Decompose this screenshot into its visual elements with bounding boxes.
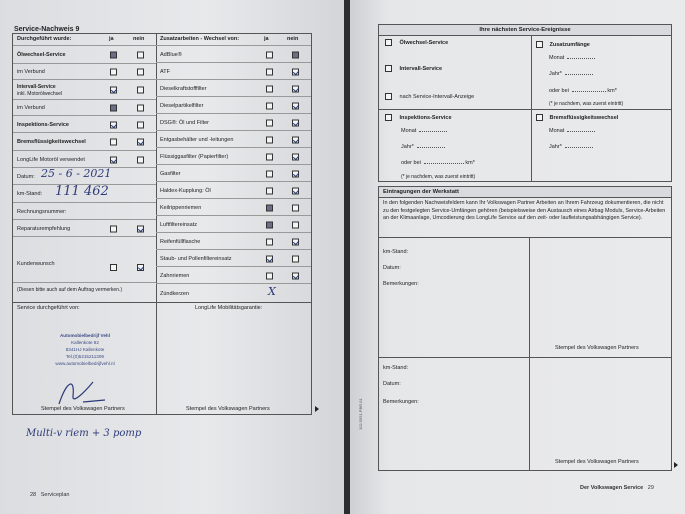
next-arrow-icon [315,406,319,412]
row-pollenfilter: Staub- und Pollenfiltereinsatz [156,249,311,267]
zusatz-monat: Monat [549,55,595,61]
side-code: 102.5551.PBR.01 [358,398,363,430]
zusatz-note: (* je nachdem, was zuerst eintritt) [549,101,624,107]
checkbox-ja[interactable] [110,87,117,94]
stempel-label-1: Stempel des Volkswagen Partners [555,345,639,351]
signature [53,374,113,410]
row-haldex: Haldex-Kupplung: Öl [156,181,311,199]
row-verbund-1: im Verbund [13,63,156,80]
service-by-label: Service durchgeführt von: [17,305,80,311]
row-km: km-Stand: 111 462 [13,184,156,203]
checkbox-nein[interactable] [292,85,299,92]
checkbox-ja[interactable] [110,69,117,76]
bremse-monat: Monat [549,128,595,134]
checkbox-nein[interactable] [292,187,299,194]
next-service-divider [531,35,532,181]
datum-label-2: Datum: [383,381,401,387]
checkbox-ja[interactable] [266,85,273,92]
service-record-table [12,33,312,415]
row-zuendkerzen: Zündkerzen X [156,283,311,303]
checkbox-nein[interactable] [292,68,299,75]
inspektion-monat: Monat [401,128,447,134]
row-rechnung: Rechnungsnummer: [13,202,156,220]
row-adblue: AdBlue® [156,45,311,63]
ja-header: ja [264,36,269,42]
inspektion-note: (* je nachdem, was zuerst eintritt) [401,174,476,180]
row-dieselkraftstofffilter: Dieselkraftstofffilter [156,79,311,97]
performed-header: Durchgeführt wurde: [17,36,72,42]
checkbox-nein[interactable] [137,105,144,112]
checkbox-nein[interactable] [292,170,299,177]
checkbox-ja[interactable] [266,170,273,177]
km-value: 111 462 [55,184,109,199]
workshop-entries-header: Eintragungen der Werkstatt [379,187,671,198]
row-verbund-2: im Verbund [13,99,156,116]
row-luftfiltereinsatz: Luftfiltereinsatz [156,215,311,233]
row-keilrippenriemen: Keilrippenriemen [156,198,311,216]
dealer-stamp: Automobielbedrijf Vehl Kallenkote 82 8341HJ Kallenkote Tel.(0)5215211309 www.automobielbedrijfvehl.nl [55,333,115,366]
datum-label-1: Datum: [383,265,401,271]
oelwechsel-option: Ölwechsel-Service [385,39,448,46]
checkbox-ja[interactable] [266,136,273,143]
checkbox-nein[interactable] [292,221,299,228]
checkbox-nein[interactable] [292,255,299,262]
sheet-title: Service-Nachweis 9 [14,26,80,33]
checkbox-ja[interactable] [110,156,117,163]
checkbox-nein[interactable] [137,139,144,146]
checkbox-ja[interactable] [266,153,273,160]
inspektion-option: Inspektions-Service [385,114,452,121]
bemerkungen-label-1: Bemerkungen: [383,281,419,287]
checkbox-ja[interactable] [266,119,273,126]
stamp-divider [13,302,311,303]
checkbox-nein[interactable] [292,153,299,160]
km-stand-label-2: km-Stand: [383,365,409,371]
row-atf: ATF [156,62,311,80]
stempel-label-2: Stempel des Volkswagen Partners [555,459,639,465]
nach-anzeige-checkbox[interactable] [385,93,392,100]
row-kundenwunsch: Kundenwunsch [13,236,156,283]
checkbox-ja[interactable] [110,121,117,128]
km-stand-label-1: km-Stand: [383,249,409,255]
row-oelwechsel: Ölwechsel-Service [13,45,156,64]
nein-header: nein [287,36,299,42]
checkbox-nein[interactable] [292,102,299,109]
inspektion-jahr: Jahr* [401,144,445,150]
inspektion-km: oder bei km* [401,160,475,166]
next-service-row-divider [379,109,671,110]
workshop-entries-text: In den folgenden Nachweisfeldern kann Ihr Volkswagen Partner Arbeiten an Ihrem Fahrzeug dokumentieren, die nicht zu den festgelegten Service-Umfängen gehören (beispielsweise den Austausch eines Airbag Moduls, Service-Arbeiten an der Klimaanlage, Umcodierung des LongLife Service auf den zeit- oder laufleistungsabhängigen Service). [383,200,666,221]
checkbox-ja[interactable] [266,238,273,245]
next-arrow-icon [674,462,678,468]
longlife-label: LongLife Mobilitätsgarantie: [195,305,263,311]
checkbox-ja[interactable] [266,102,273,109]
row-datum: Datum: 25 - 6 - 2021 [13,167,156,185]
checkbox-nein[interactable] [137,264,144,271]
workshop-entries-box [378,186,672,471]
right-footer: Der Volkswagen Service 29 [580,485,654,491]
stamp-partner-b: Stempel des Volkswagen Partners [186,406,270,412]
checkbox-nein[interactable] [292,204,299,211]
checkbox-ja[interactable] [266,272,273,279]
checkbox-ja[interactable] [266,221,273,228]
checkbox-nein[interactable] [292,51,299,58]
row-gasfilter: Gasfilter [156,164,311,182]
intervall-option: Intervall-Service [385,65,442,72]
bremse-jahr: Jahr* [549,144,593,150]
nach-anzeige-option: nach Service-Intervall-Anzeige [385,93,474,100]
checkbox-ja[interactable] [266,204,273,211]
entries-column-divider [529,237,530,470]
checkbox-nein[interactable] [137,121,144,128]
checkbox-nein[interactable] [137,52,144,59]
performed-column [13,34,157,302]
row-reparatur: Reparaturempfehlung [13,219,156,237]
left-footer: 28 Serviceplan [30,492,70,498]
row-fluessiggasfilter: Flüssiggasfilter (Papierfilter) [156,147,311,165]
checkbox-nein[interactable] [137,156,144,163]
row-dsg: DSG®: Öl und Filter [156,113,311,131]
entries-divider-mid [379,357,671,358]
checkbox-nein[interactable] [292,119,299,126]
row-intervall: Intervall-Service inkl. Motorölwechsel [13,79,156,100]
checkbox-ja[interactable] [110,139,117,146]
next-service-header: Ihre nächsten Service-Ereignisse [379,25,671,36]
stamp-partner-a: Stempel des Volkswagen Partners [41,406,125,412]
inspektion-checkbox[interactable] [385,114,392,121]
checkbox-ja[interactable] [110,105,117,112]
row-longlife: LongLife Motoröl verwendet [13,150,156,168]
nein-header: nein [133,36,145,42]
intervall-checkbox[interactable] [385,65,392,72]
checkbox-ja[interactable] [266,187,273,194]
zusatz-jahr: Jahr* [549,71,593,77]
handwritten-note: Multi-v riem + 3 pomp [26,428,142,439]
zusatz-option: Zusatzumfänge [536,41,590,48]
checkbox-ja[interactable] [266,68,273,75]
additional-header: Zusatzarbeiten - Wechsel von: [160,36,240,42]
bremse-option: Bremsflüssigkeitswechsel [536,114,618,121]
checkbox-nein[interactable] [292,136,299,143]
checkbox-ja[interactable] [110,225,117,232]
row-zahnriemen: Zahnriemen [156,266,311,284]
row-dieselpartikelfilter: Dieselpartikelfilter [156,96,311,114]
zusatz-checkbox[interactable] [536,41,543,48]
stamp-column-divider [156,302,157,414]
row-reifenfuellflasche: Reifenfüllflasche [156,232,311,250]
row-bremse: Bremsflüssigkeitswechsel [13,132,156,151]
checkbox-nein[interactable] [137,87,144,94]
additional-work-column [156,34,311,302]
zuendkerzen-cross: X [268,285,276,298]
next-service-events-box [378,24,672,182]
oelwechsel-checkbox[interactable] [385,39,392,46]
bemerkungen-label-2: Bemerkungen: [383,399,419,405]
checkbox-ja[interactable] [110,264,117,271]
row-entgasbehaelter: Entgasbehälter und -leitungen [156,130,311,148]
checkbox-nein[interactable] [137,225,144,232]
checkbox-ja[interactable] [266,51,273,58]
row-inspektion: Inspektions-Service [13,115,156,133]
checkbox-nein[interactable] [292,238,299,245]
datum-value: 25 - 6 - 2021 [41,167,112,180]
checkbox-ja[interactable] [110,52,117,59]
ja-header: ja [109,36,114,42]
row-note: (Diesen bitte auch auf dem Auftrag vermerken.) [13,282,156,303]
checkbox-nein[interactable] [137,69,144,76]
entries-divider-top [379,237,671,238]
zusatz-km: oder bei km* [549,88,617,94]
checkbox-ja[interactable] [266,255,273,262]
checkbox-nein[interactable] [292,272,299,279]
bremse-checkbox[interactable] [536,114,543,121]
